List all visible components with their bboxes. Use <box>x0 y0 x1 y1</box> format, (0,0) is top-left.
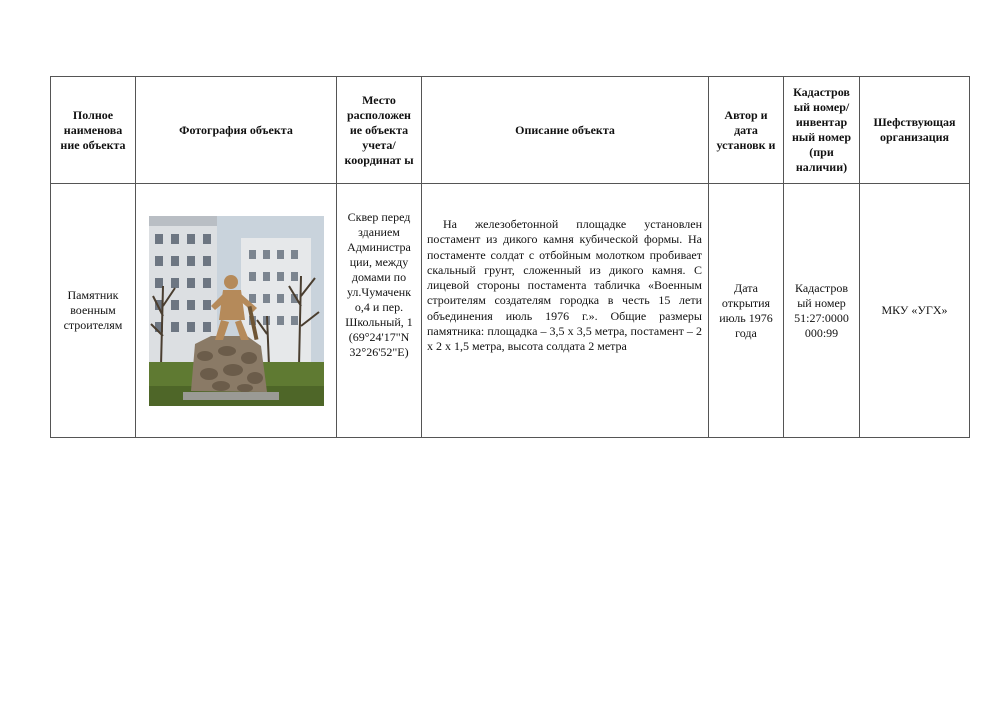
header-name: Полное наименова ние объекта <box>51 77 136 184</box>
cell-location: Сквер перед зданием Администра ции, между домами по ул.Чумаченк о,4 и пер. Школьный, 1 (69°24'17"N 32°26'52"E) <box>337 184 422 438</box>
header-cadastral: Кадастров ый номер/ инвентар ный номер (при наличии) <box>784 77 860 184</box>
cell-photo <box>136 184 337 438</box>
header-author: Автор и дата установк и <box>709 77 784 184</box>
table-row <box>51 184 970 438</box>
objects-register-table <box>50 76 970 438</box>
header-photo: Фотография объекта <box>136 77 337 184</box>
header-patron: Шефствующая организация <box>860 77 970 184</box>
cell-author: Дата открытия июль 1976 года <box>709 184 784 438</box>
cell-cadastral: Кадастров ый номер 51:27:0000 000:99 <box>784 184 860 438</box>
monument-photo-image <box>149 216 324 406</box>
header-location: Место расположен ие объекта учета/ координат ы <box>337 77 422 184</box>
table-header-row <box>51 77 970 184</box>
description-text: На железобетонной площадке установлен постамент из дикого камня кубической формы. На постаменте солдат с отбойным молотком пробивает скальный грунт, сложенный из дикого камня. С лицевой стороны постамента табличка «Военным строителям создателям городка в честь 15 лети объединения июль 1976 г.». Общие размеры памятника: площадка – 3,5 х 3,5 метра, постамент – 2 х 2 х 1,5 метра, высота солдата 2 метра <box>427 217 702 354</box>
cell-name: Памятник военным строителям <box>51 184 136 438</box>
header-description: Описание объекта <box>422 77 709 184</box>
cell-description <box>422 184 709 438</box>
monument-photo <box>149 216 324 406</box>
cell-patron: МКУ «УГХ» <box>860 184 970 438</box>
